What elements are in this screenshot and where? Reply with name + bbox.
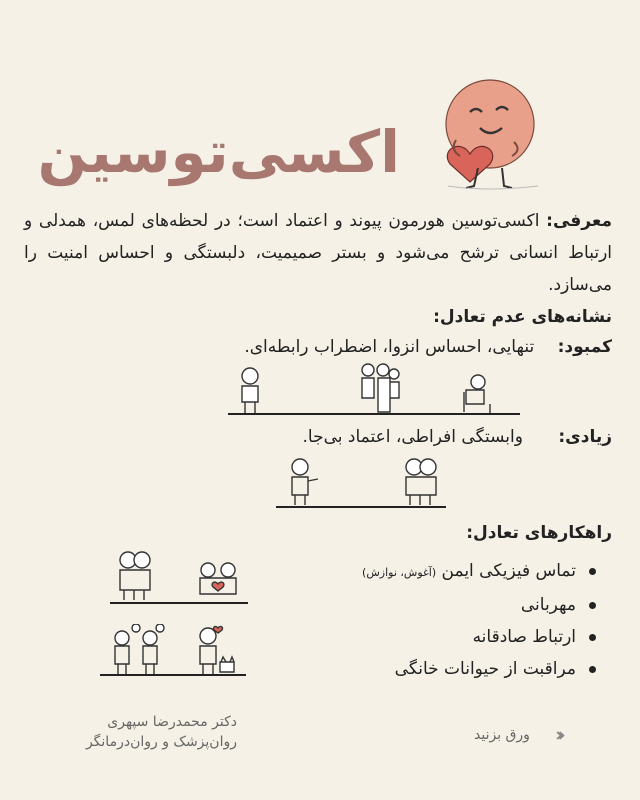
strategy-text: تماس فیزیکی ایمن: [441, 561, 576, 581]
strategy-text: مراقبت از حیوانات خانگی: [394, 659, 576, 679]
list-item: [362, 621, 600, 653]
chevrons-left-icon[interactable]: ‹‹‹: [555, 724, 560, 746]
intro-label: معرفی:: [546, 211, 612, 231]
ground-line: [110, 602, 248, 604]
deficit-row: [244, 337, 612, 357]
excess-illustration: [276, 455, 446, 511]
author-credit: [62, 712, 237, 752]
excess-text: وابستگی افراطی، اعتماد بی‌جا.: [302, 427, 523, 447]
strategy-note: (آغوش، نوازش): [362, 566, 437, 579]
lonely-figure: [242, 368, 258, 414]
author-name: دکتر محمدرضا سپهری: [107, 714, 237, 730]
ground-line: [100, 674, 246, 676]
cat-icon: [220, 657, 234, 672]
list-item: [362, 555, 600, 589]
mascot-illustration: [418, 72, 553, 192]
author-role: روان‌پزشک و روان‌درمانگر: [85, 734, 237, 750]
reaching-figure: [292, 459, 318, 505]
anxious-sitting-figure: [464, 375, 490, 414]
small-heart-icon: [212, 582, 224, 591]
talk-pet-illustration: [100, 624, 246, 678]
excess-row: [303, 427, 613, 447]
list-item: [362, 653, 600, 685]
strategy-text: مهربانی: [520, 595, 576, 615]
deficit-illustration: [228, 362, 520, 418]
clinging-figures: [406, 459, 436, 505]
ground-line: [276, 506, 446, 508]
isolated-group-figures: [362, 364, 399, 412]
strategies-list: [362, 555, 600, 685]
intro-text: اکسی‌توسین هورمون پیوند و اعتماد است؛ در لحظه‌های لمس، همدلی و ارتباط انسانی ترشح می‌شود و بستر صمیمیت، دلبستگی و احساس امنیت را می‌سازد.: [24, 211, 612, 295]
list-item: [362, 589, 600, 621]
page-title: اکسی‌توسین: [37, 118, 400, 186]
excess-label: زیادی:: [558, 427, 612, 447]
swipe-label[interactable]: ورق بزنید: [474, 727, 530, 743]
ground-line: [228, 413, 520, 415]
imbalance-heading: نشانه‌های عدم تعادل:: [433, 307, 612, 327]
deficit-label: کمبود:: [557, 337, 612, 357]
hug-illustration: [110, 548, 248, 606]
strategy-text: ارتباط صادقانه: [472, 627, 576, 647]
deficit-text: تنهایی، احساس انزوا، اضطراب رابطه‌ای.: [244, 337, 535, 357]
strategies-heading: راهکارهای تعادل:: [466, 523, 612, 543]
intro-paragraph: [24, 205, 612, 301]
